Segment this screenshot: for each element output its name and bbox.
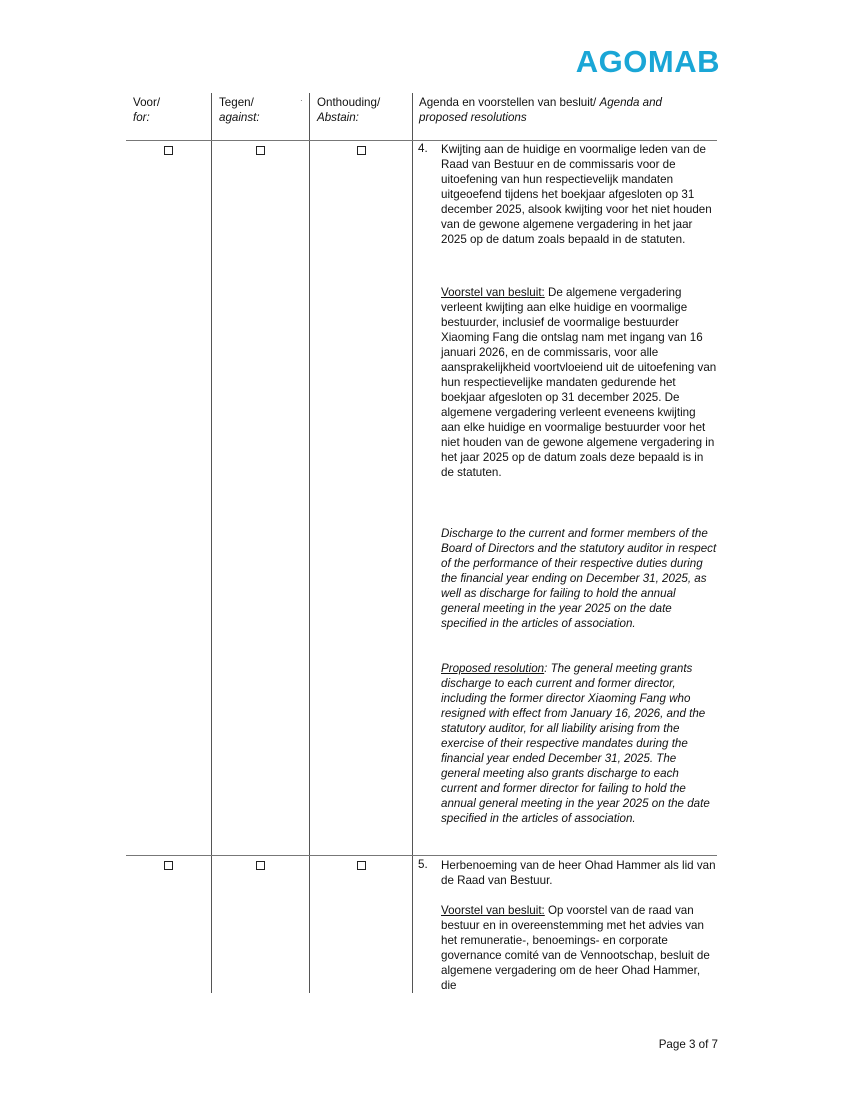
vote-against-checkbox-item-5[interactable] <box>256 861 265 870</box>
company-logo: AGOMAB <box>575 44 720 79</box>
column-divider <box>309 93 310 993</box>
header-tegen: Tegen/ against: <box>219 96 260 124</box>
item-4-proposal-en: Proposed resolution: The general meeting grants discharge to each current and former director, including the former director Xiaoming Fang who resigned with effect from January 16, 2026, and the statutory auditor, for all liability arising from the exercise of their respective mandates during the financial year ended December 31, 2025. The general meeting also grants discharge to each current and former director for failing to hold the annual general meeting in the year 2025 on the date specified in the articles of association. <box>441 662 710 825</box>
column-divider <box>412 93 413 993</box>
header-onthouding: Onthouding/ Abstain: <box>317 96 381 124</box>
stray-mark: · <box>300 96 303 105</box>
page-number: Page 3 of 7 <box>658 1038 718 1051</box>
item-number: 5. <box>418 858 428 871</box>
vote-against-checkbox-item-4[interactable] <box>256 146 265 155</box>
header-voor: Voor/ for: <box>133 96 161 124</box>
row-divider <box>126 855 717 856</box>
item-number: 4. <box>418 142 428 155</box>
row-divider <box>126 140 717 141</box>
item-4-title-nl: Kwijting aan de huidige en voormalige leden van de Raad van Bestuur en de commissaris voor de uitoefening van hun respectievelijk mandaten uitgeoefend tijdens het boekjaar afgesloten op 31 december 2025, alsook kwijting voor het niet houden van de gewone algemene vergadering in het jaar 2025 op de datum zoals bepaald in de statuten. <box>441 143 712 246</box>
item-4-proposal-nl: Voorstel van besluit: De algemene vergadering verleent kwijting aan elke huidige en voormalige bestuurder, inclusief de voormalige bestuurder Xiaoming Fang die ontslag nam met ingang van 16 januari 2026, en de commissaris, voor alle aansprakelijkheid voortvloeiend uit de uitoefening van hun respectievelijke mandaten gedurende het boekjaar afgesloten op 31 december 2025. De algemene vergadering verleent eveneens kwijting aan elke huidige en voormalige bestuurder voor het niet houden van de gewone algemene vergadering in het jaar 2025 op de datum zoals deze bepaald is in de statuten. <box>441 286 717 479</box>
vote-for-checkbox-item-4[interactable] <box>164 146 173 155</box>
item-4-title-en: Discharge to the current and former members of the Board of Directors and the statutory auditor in respect of the performance of their respective duties during the financial year ending on December 31, 2025, as well as discharge for failing to hold the annual general meeting in the year 2025 on the date specified in the articles of association. <box>441 527 717 630</box>
header-agenda: Agenda en voorstellen van besluit/ Agenda and proposed resolutions <box>419 96 663 124</box>
item-5-proposal-nl: Voorstel van besluit: Op voorstel van de raad van bestuur en in overeenstemming met het advies van het remuneratie-, benoemings- en corporate governance comité van de Vennootschap, besluit de algemene vergadering om de heer Ohad Hammer, die <box>441 904 710 992</box>
column-divider <box>211 93 212 993</box>
vote-abstain-checkbox-item-4[interactable] <box>357 146 366 155</box>
vote-abstain-checkbox-item-5[interactable] <box>357 861 366 870</box>
item-5-title-nl: Herbenoeming van de heer Ohad Hammer als lid van de Raad van Bestuur. <box>441 859 716 887</box>
vote-for-checkbox-item-5[interactable] <box>164 861 173 870</box>
